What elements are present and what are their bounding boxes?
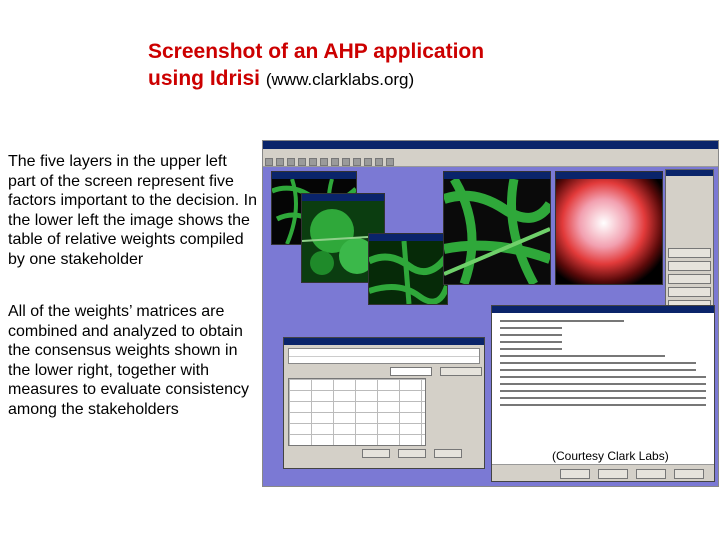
output-button[interactable]	[560, 469, 590, 479]
map-layer-window-5[interactable]	[555, 171, 663, 285]
idrisi-screenshot	[262, 140, 719, 487]
map-layer-window-4[interactable]	[443, 171, 551, 285]
map-window-caption	[556, 172, 662, 179]
dialog-buttons	[362, 445, 470, 463]
upper-description: The five layers in the upper left part of the screen represent five factors important to the decision. In the lower left the image shows the table of relative weights compiled by one stakeholder	[8, 153, 258, 268]
map-window-caption	[302, 194, 384, 201]
lower-description: All of the weights’ matrices are combined and analyzed to obtain the consensus weights shown in the lower right, together with measures to evaluate consistency among the stakeholders	[8, 303, 250, 418]
pairwise-file-row	[288, 367, 480, 375]
panel-button[interactable]	[668, 274, 711, 284]
toolbar-icon	[309, 158, 317, 166]
panel-button[interactable]	[668, 261, 711, 271]
toolbar-icon	[265, 158, 273, 166]
panel-button[interactable]	[668, 287, 711, 297]
map-layer-image	[444, 179, 550, 284]
toolbar-icon	[320, 158, 328, 166]
ok-button[interactable]	[362, 449, 390, 458]
map-window-caption	[369, 234, 447, 241]
map-layer-image	[556, 179, 662, 284]
cancel-button[interactable]	[398, 449, 426, 458]
toolbar-icon	[331, 158, 339, 166]
courtesy-caption: (Courtesy Clark Labs)	[549, 449, 672, 463]
app-toolbar	[263, 157, 718, 167]
toolbar-icon	[287, 158, 295, 166]
output-text	[500, 320, 706, 411]
map-window-caption	[444, 172, 550, 179]
map-layer-image	[369, 241, 447, 304]
app-titlebar	[263, 141, 718, 149]
panel-caption	[666, 170, 713, 176]
comparison-scale	[288, 348, 480, 364]
pairwise-matrix-table[interactable]	[288, 378, 426, 446]
title-url: (www.clarklabs.org)	[265, 70, 415, 89]
toolbar-icon	[353, 158, 361, 166]
panel-button[interactable]	[668, 248, 711, 258]
weights-dialog[interactable]	[283, 337, 485, 469]
output-window-caption	[492, 306, 714, 313]
toolbar-icon	[364, 158, 372, 166]
calculate-weights-button[interactable]	[440, 367, 482, 376]
title-line-2	[148, 65, 484, 93]
dialog-caption	[284, 338, 484, 345]
toolbar-icon	[375, 158, 383, 166]
output-button[interactable]	[636, 469, 666, 479]
toolbar-icon	[386, 158, 394, 166]
toolbar-icon	[276, 158, 284, 166]
title-app-name: using Idrisi	[148, 67, 261, 90]
output-buttons	[492, 464, 714, 481]
right-tool-panel	[665, 169, 714, 326]
pairwise-file-input[interactable]	[390, 367, 432, 376]
slide-title	[148, 38, 484, 93]
output-button[interactable]	[674, 469, 704, 479]
map-window-caption	[272, 172, 356, 179]
help-button[interactable]	[434, 449, 462, 458]
app-menubar	[263, 149, 718, 157]
map-layer-window-3[interactable]	[368, 233, 448, 305]
toolbar-icon	[298, 158, 306, 166]
output-button[interactable]	[598, 469, 628, 479]
title-line-1: Screenshot of an AHP application	[148, 40, 485, 63]
toolbar-icon	[342, 158, 350, 166]
